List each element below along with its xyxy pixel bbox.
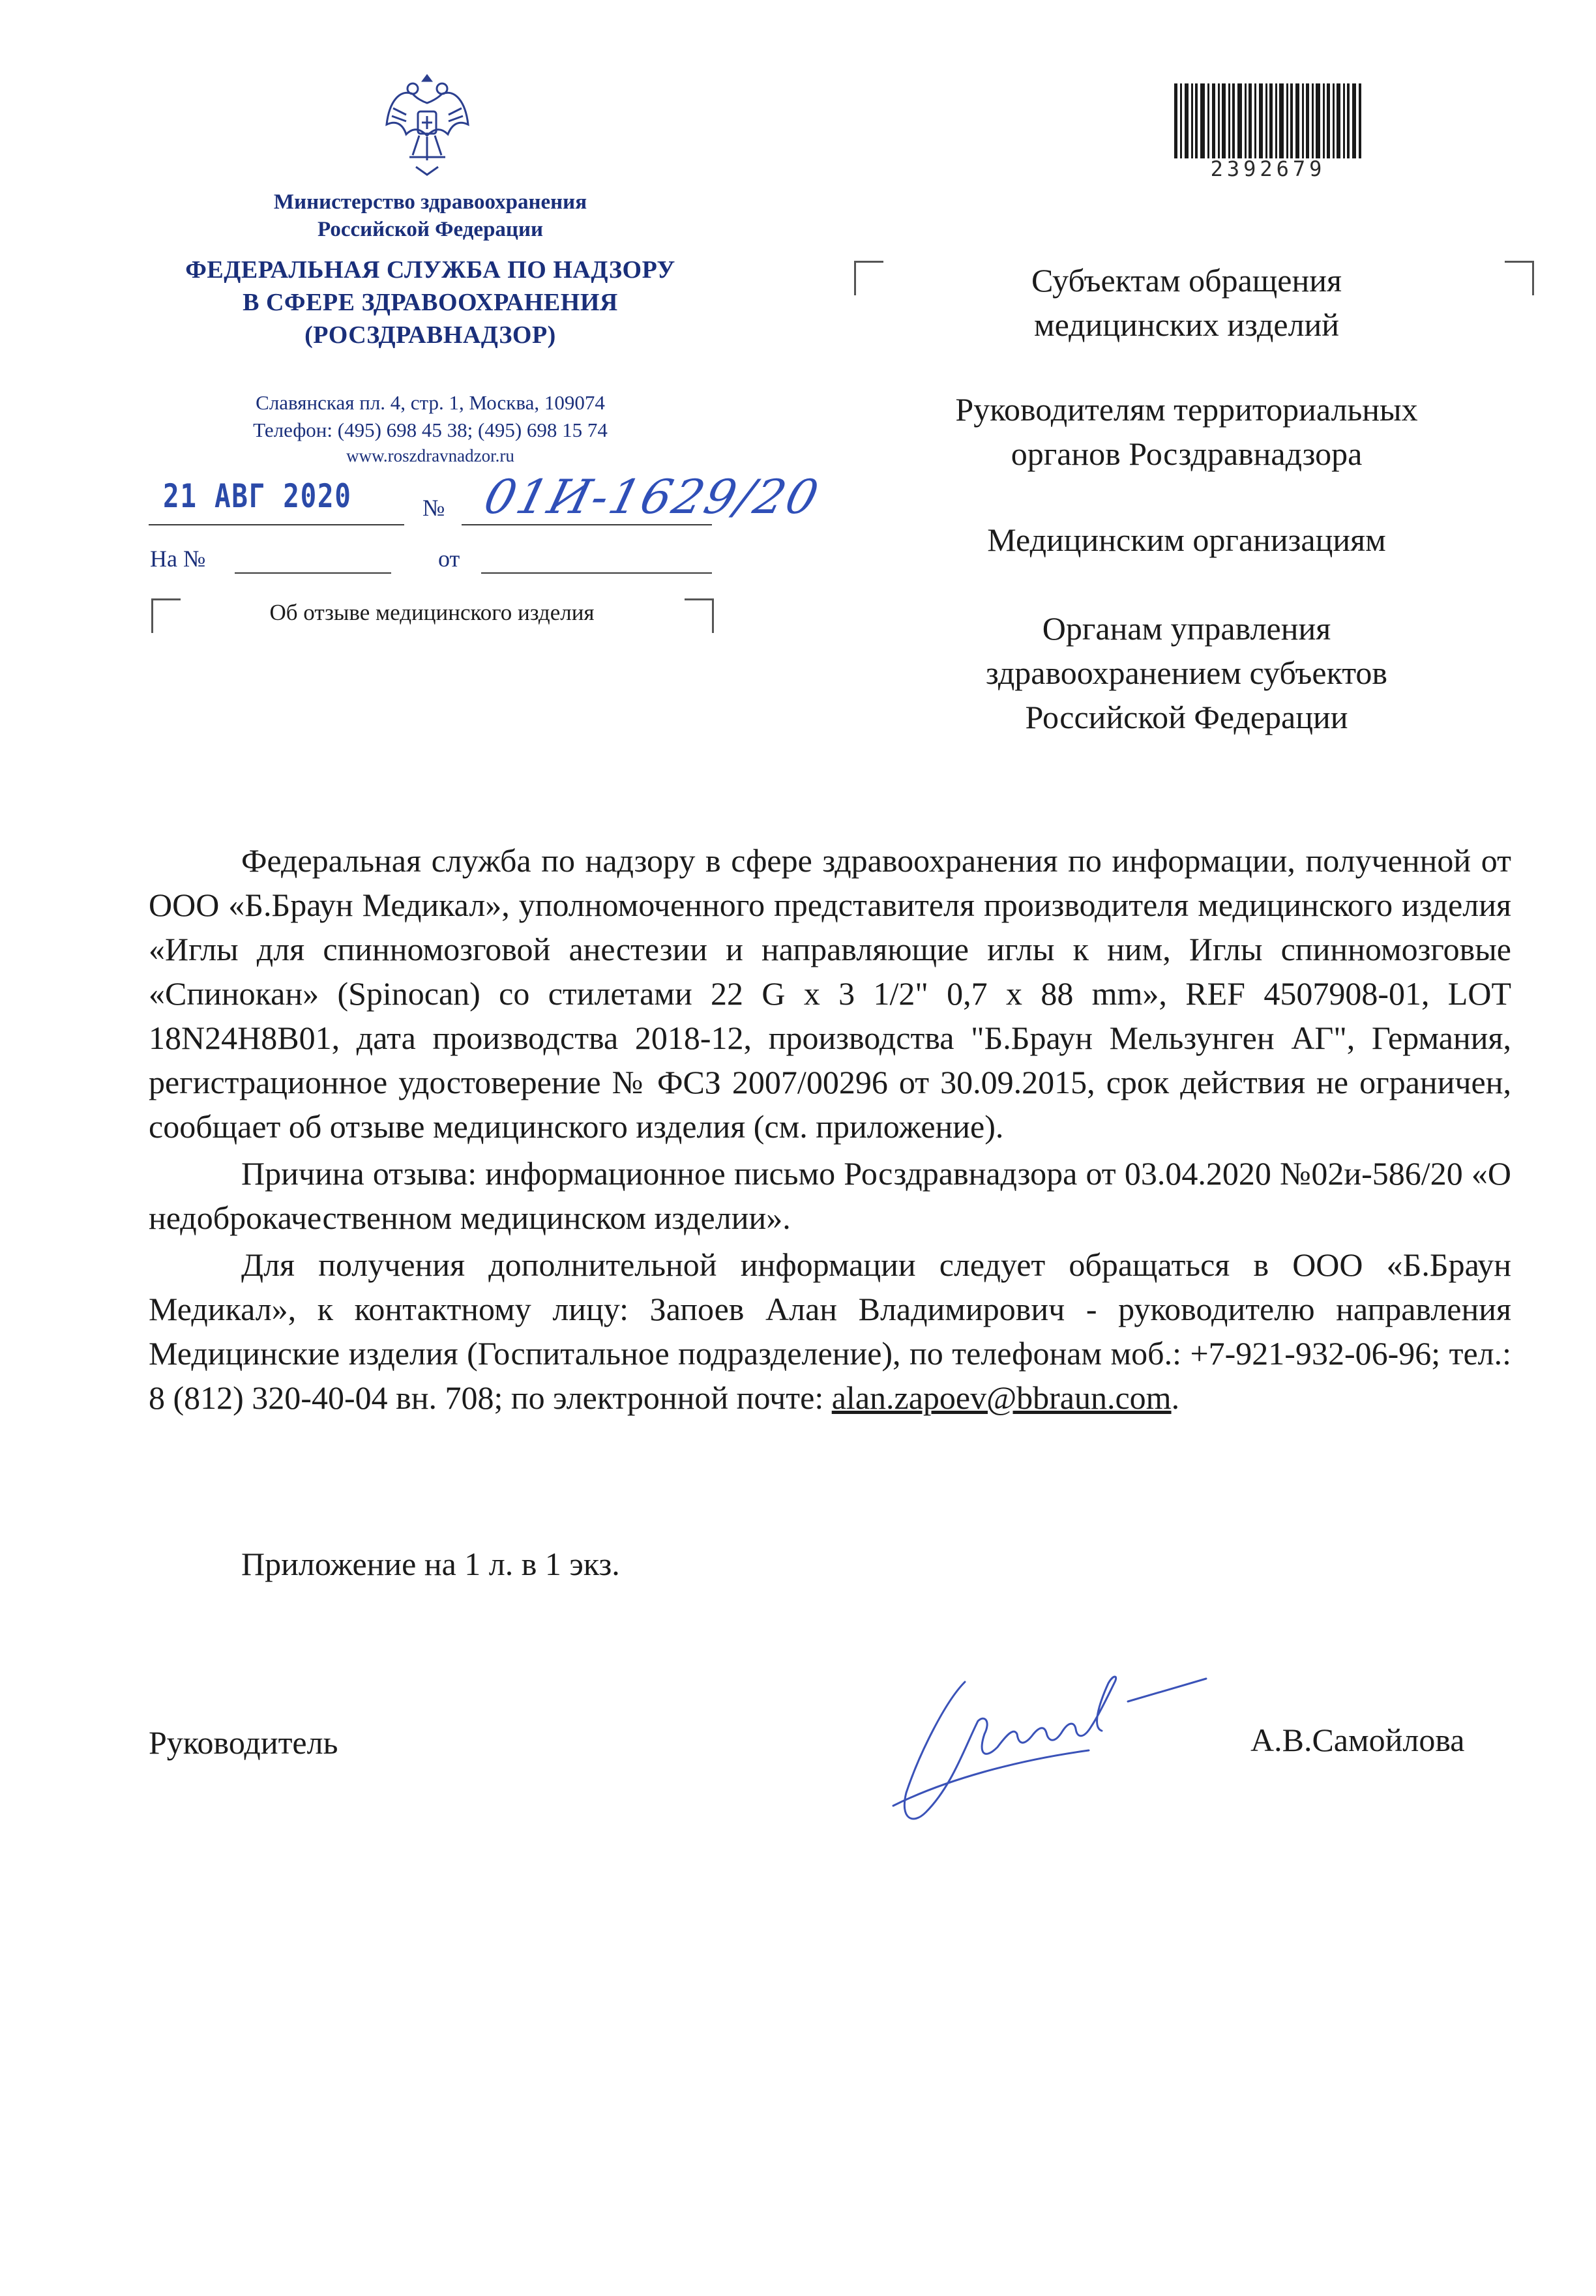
recipient-line: Медицинским организациям — [987, 522, 1386, 558]
date-underline — [149, 524, 404, 525]
recipient-line: Органам управления — [1042, 610, 1331, 647]
number-label: № — [422, 495, 445, 521]
date-stamp: 21 АВГ 2020 — [163, 477, 352, 515]
phone-line: Телефон: (495) 698 45 38; (495) 698 15 74 — [253, 419, 608, 441]
body-paragraph-contact — [149, 1243, 1511, 1420]
letter-subject: Об отзыве медицинского изделия — [269, 600, 595, 625]
recipient-line: органов Росздравнадзора — [1011, 435, 1363, 472]
service-name-line3: (РОСЗДРАВНАДЗОР) — [304, 321, 556, 349]
recipient-line: здравоохранением субъектов — [985, 655, 1388, 691]
number-underline — [462, 524, 712, 525]
subject-bracket-left — [151, 598, 181, 633]
address-line: Славянская пл. 4, стр. 1, Москва, 109074 — [256, 391, 605, 414]
ministry-name-line2: Российской Федерации — [318, 218, 543, 241]
body-paragraph: Причина отзыва: информационное письмо Росздравнадзора от 03.04.2020 №02и-586/20 «О недоброкачественном медицинском изделии». — [149, 1155, 1511, 1236]
body-paragraph: Федеральная служба по надзору в сфере здравоохранения по информации, полученной от ООО «Б.Браун Медикал», уполномоченного представителя производителя медицинского изделия «Иглы для спинномозговой анестезии и направляющие иглы к ним, Иглы спинномозговые «Спинокан» (Spinocan) со стилетами 22 G x 3 1/2" 0,7 x 88 mm», REF 4507908-01, LOT 18N24H8B01, дата производства 2018-12, производства "Б.Браун Мельзунген АГ", Германия, регистрационное удостоверение № ФСЗ 2007/00296 от 30.09.2015, срок действия не ограничен, сообщает об отзыве медицинского изделия (см. приложение). — [149, 842, 1511, 1145]
contact-end: . — [1171, 1379, 1180, 1416]
handwritten-signature-icon — [867, 1643, 1245, 1838]
double-headed-eagle-emblem-icon — [380, 63, 475, 180]
subject-bracket-right — [685, 598, 714, 633]
recipient-line: Руководителям территориальных — [955, 391, 1418, 428]
letter-body — [149, 838, 1511, 1420]
addressee-bracket-left — [854, 261, 883, 295]
contact-text: Для получения дополнительной информации следует обращаться в ООО «Б.Браун Медикал», к контактному лицу: Запоев Алан Владимирович - руководителю направления Медицинские изделия (Госпитальное подразделение), по телефонам моб.: +7-921-932-06-96; тел.: 8 (812) 320-40-04 вн. 708; по электронной почте: — [149, 1246, 1511, 1416]
recipient-line: медицинских изделий — [1033, 306, 1340, 343]
email-link[interactable]: alan.zapoev@bbraun.com — [831, 1379, 1172, 1416]
recipient-line: Субъектам обращения — [1031, 262, 1342, 299]
barcode-icon — [1170, 77, 1366, 168]
addressee-bracket-right — [1505, 261, 1534, 295]
reference-number-label: На № — [150, 546, 206, 572]
signatory-name: А.В.Самойлова — [1250, 1722, 1465, 1758]
reference-date-blank — [481, 572, 712, 574]
service-name-line1: ФЕДЕРАЛЬНАЯ СЛУЖБА ПО НАДЗОРУ — [185, 256, 675, 284]
reference-number-blank — [235, 572, 391, 574]
service-name-line2: В СФЕРЕ ЗДРАВООХРАНЕНИЯ — [243, 289, 618, 316]
attachment-note: Приложение на 1 л. в 1 экз. — [241, 1546, 620, 1582]
recipient-line: Российской Федерации — [1025, 699, 1348, 735]
signatory-title: Руководитель — [149, 1724, 338, 1761]
reference-date-label: от — [438, 546, 460, 572]
website-link[interactable]: www.roszdravnadzor.ru — [346, 446, 514, 465]
handwritten-doc-number: 01И-1629/20 — [479, 469, 826, 524]
ministry-name-line1: Министерство здравоохранения — [273, 190, 587, 214]
barcode-number: 2392679 — [1210, 156, 1326, 181]
